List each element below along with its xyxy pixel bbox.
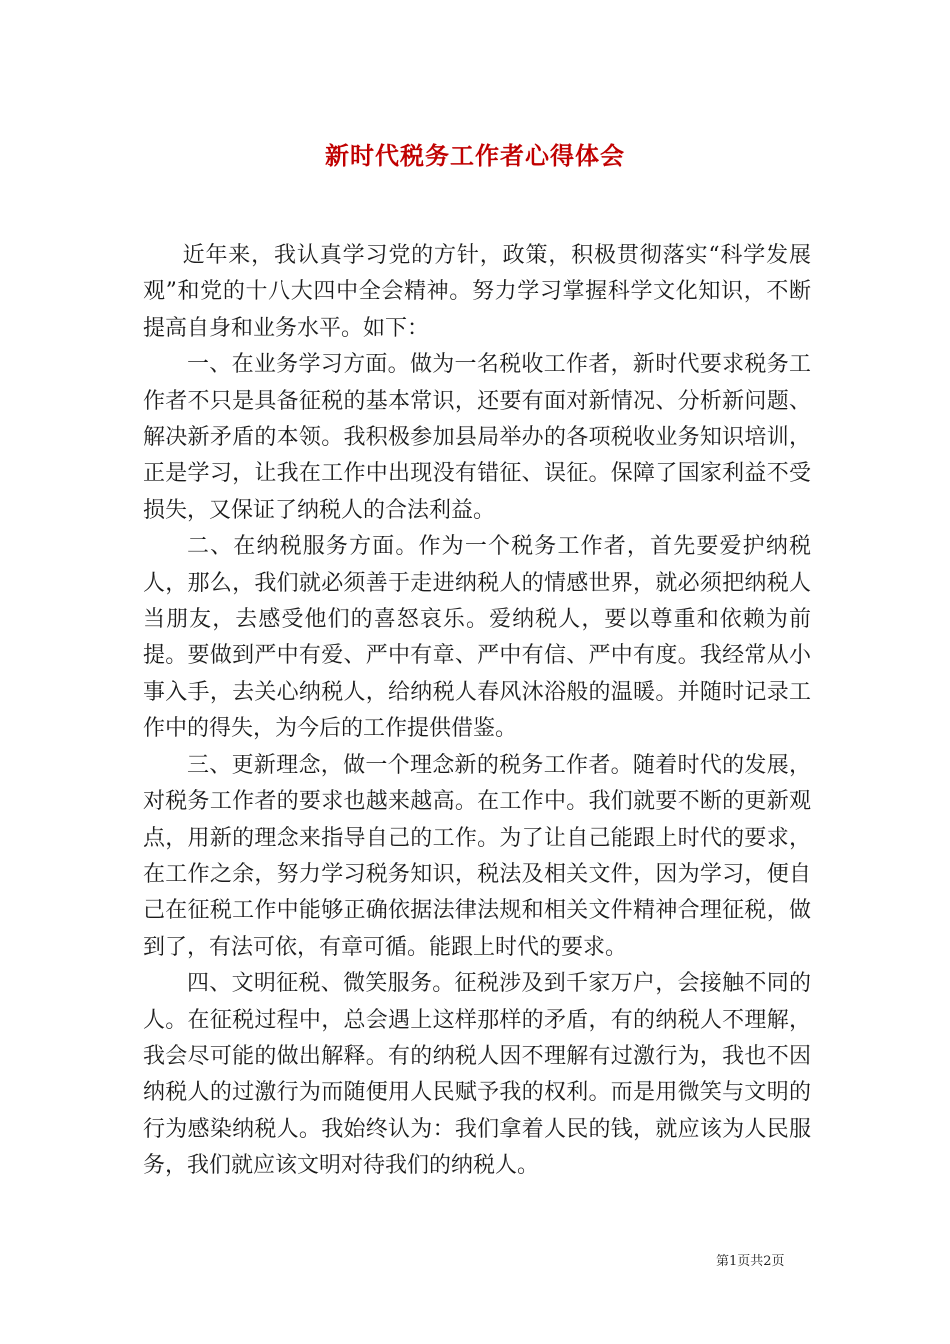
paragraph-update-concepts: 三、更新理念，做一个理念新的税务工作者。随着时代的发展，对税务工作者的要求也越来越高。在工作中。我们就要不断的更新观点，用新的理念来指导自己的工作。为了让自己能跟上时代的要求，在工作之余，努力学习税务知识，税法及相关文件，因为学习，便自己在征税工作中能够正确依据法律法规和相关文件精神合理征税，做到了，有法可依，有章可循。能跟上时代的要求。 xyxy=(143,752,811,960)
paragraph-intro: 近年来，我认真学习党的方针，政策，积极贯彻落实“科学发展观”和党的十八大四中全会精神。努力学习掌握科学文化知识，不断提高自身和业务水平。如下： xyxy=(143,243,811,341)
document-body xyxy=(143,238,811,1185)
page-number-footer: 第1页共2页 xyxy=(716,1254,785,1269)
document-title: 新时代税务工作者心得体会 xyxy=(325,141,625,170)
paragraph-business-study: 一、在业务学习方面。做为一名税收工作者，新时代要求税务工作者不只是具备征税的基本常识，还要有面对新情况、分析新问题、解决新矛盾的本领。我积极参加县局举办的各项税收业务知识培训，正是学习，让我在工作中出现没有错征、误征。保障了国家利益不受损失，又保证了纳税人的合法利益。 xyxy=(143,352,811,523)
paragraph-taxpayer-service: 二、在纳税服务方面。作为一个税务工作者，首先要爱护纳税人，那么，我们就必须善于走进纳税人的情感世界，就必须把纳税人当朋友，去感受他们的喜怒哀乐。爱纳税人，要以尊重和依赖为前提。要做到严中有爱、严中有章、严中有信、严中有度。我经常从小事入手，去关心纳税人，给纳税人春风沐浴般的温暖。并随时记录工作中的得失，为今后的工作提供借鉴。 xyxy=(143,534,811,742)
paragraph-civil-taxation: 四、文明征税、微笑服务。征税涉及到千家万户，会接触不同的人。在征税过程中，总会遇上这样那样的矛盾，有的纳税人不理解，我会尽可能的做出解释。有的纳税人因不理解有过激行为，我也不因纳税人的过激行为而随便用人民赋予我的权利。而是用微笑与文明的行为感染纳税人。我始终认为：我们拿着人民的钱，就应该为人民服务，我们就应该文明对待我们的纳税人。 xyxy=(143,971,811,1179)
